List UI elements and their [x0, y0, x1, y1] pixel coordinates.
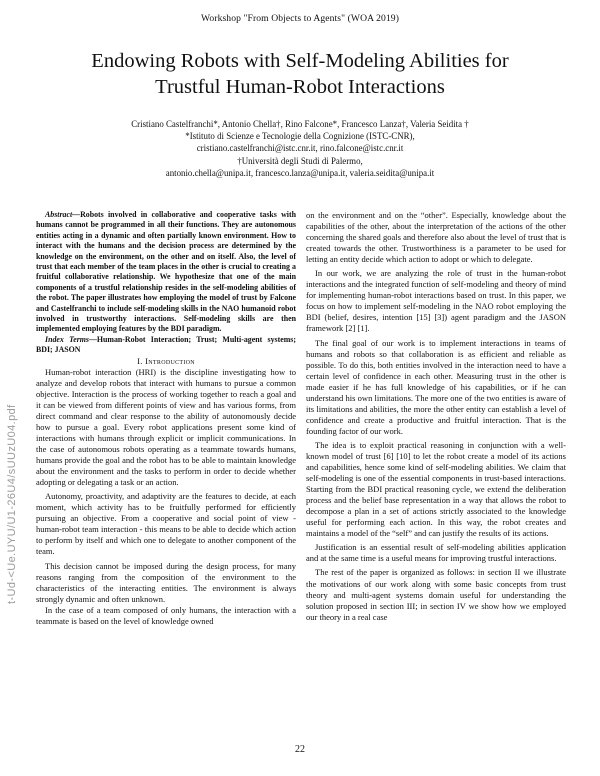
index-terms-lead: Index Terms [45, 334, 89, 344]
right-paragraph-4: The idea is to exploit practical reasoning in conjunction with a well-known model of trust [6] [10] to let the robot create a model of its actions and capabilities, hence some kind of self-modeling abilities. We claim that self-modeling is one of the essential components in trust-based interactions. Starting from the BDI practical reasoning cycle, we extend the deliberation process and the belief base representation in a way that allows the robot to decompose a plan in a set of actions strictly associated to the knowledge useful for performing each action. In this way, the robot creates and maintains a model of the “self” and can justify the results of its actions. [306, 439, 566, 539]
right-paragraph-5: Justification is an essential result of self-modeling abilities application and at the same time is a useful means for improving trustful interactions. [306, 542, 566, 564]
author-block [60, 118, 540, 179]
left-paragraph-3: This decision cannot be imposed during the design process, for many reasons ranging from the composition of the environment to the characteristics of the interacting entities. The environment is always strongly dynamic and often unknown. [36, 560, 296, 604]
author-names: Cristiano Castelfranchi*, Antonio Chella†, Rino Falcone*, Francesco Lanza†, Valeria Seidita † [131, 119, 469, 129]
left-paragraph-2: Autonomy, proactivity, and adaptivity are the features to decide, at each moment, which activity has to be fruitfully performed for efficiently pursuing an objective. From a cooperative and social point of view - human-robot team interaction - this means to be able to decide which action to perform by itself and which one to delegate to another component of the team. [36, 491, 296, 557]
right-column [306, 210, 566, 623]
page-number: 22 [295, 744, 305, 755]
abstract-text: Robots involved in collaborative and cooperative tasks with humans cannot be programmed in all their functions. They are autonomous entities acting in a dynamic and often partially known environment. How to interact with the humans and the decision process are determined by the knowledge on the environment, on the other and on itself. Also, the level of trust that each member of the team places in the other is crucial to creating a fruitful collaborative relationship. We hypothesize that one of the main components of a trustful relationship resides in the self-modeling abilities of the robot. The paper illustrates how employing the model of trust by Falcone and Castelfranchi to include self-modeling skills in the NAO humanoid robot involved in trustworthy interactions. Self-modeling skills are then implemented employing features by the BDI paradigm. [36, 210, 296, 334]
affiliation-2: †Università degli Studi di Palermo, [237, 155, 363, 166]
section-title: Introduction [145, 355, 195, 366]
arxiv-stamp: t-Ud-<Ue.UYU/U1-26U4/sUUzU04.pdf [6, 404, 18, 604]
title-line-1: Endowing Robots with Self-Modeling Abilities for [91, 50, 509, 72]
workshop-header: Workshop "From Objects to Agents" (WOA 2019) [201, 13, 399, 24]
left-paragraph-4: In the case of a team composed of only humans, the interaction with a teammate is based on the level of knowledge owned [36, 604, 296, 626]
right-paragraph-6: The rest of the paper is organized as follows: in section II we illustrate the motivations of our work along with some basic concepts from trust theory and multi-agent systems domain useful for understanding the solution proposed in section III; in section IV we show how we employed our theory in a real case [306, 567, 566, 622]
right-paragraph-3: The final goal of our work is to implement interactions in teams of humans and robots so that collaboration is as efficient and reliable as possible. To do this, both entities involved in the interaction need to have a certain level of confidence in each other. Measuring trust in the other is made easier if he has full knowledge of his capabilities, or if he can understand his own limitations. The more one of the two entities is aware of its limitations and abilities, the more the other entity can establish a level of confidence and create a productive and fruitful interaction. That is the founding factor of our work. [306, 337, 566, 436]
left-column [36, 210, 296, 627]
affiliation-1-emails: cristiano.castelfranchi@istc.cnr.it, rino.falcone@istc.cnr.it [196, 143, 404, 154]
abstract [36, 210, 296, 335]
abstract-lead: Abstract— [45, 210, 81, 219]
section-heading-introduction [36, 356, 296, 367]
index-terms-text: —Human-Robot Interaction; Trust; Multi-agent systems; BDI; JASON [36, 334, 296, 355]
affiliation-2-emails: antonio.chella@unipa.it, francesco.lanza@unipa.it, valeria.seidita@unipa.it [165, 167, 435, 178]
right-paragraph-1: on the environment and on the “other”. Especially, knowledge about the capabilities of the other, about the interpretation of the actions of the other concerning the shared goals and therefore also about the level of trust that is created towards the other. Trustworthiness is a parameter to be used for letting an entity decide which action to adopt or which to delegate. [306, 210, 566, 265]
affiliation-1: *Istituto di Scienze e Tecnologie della Cognizione (ISTC-CNR), [185, 131, 415, 142]
left-paragraph-1: Human-robot interaction (HRI) is the discipline investigating how to analyze and develop robots that interact with humans to pursue a common objective. Interaction is the process of working together to reach a goal and it can be viewed from different points of view and has various forms, from direct command and clear response to the ability of autonomously decide how to pursue a goal. Every robot applications present some kind of interactions with humans through explicit or implicit communications. In the case of autonomous robots operating as a teammate towards humans, humans provide the goal and the robot has to be able to maintain knowledge about the environment and the tasks to perform in order to decide whether adopting or delegating a task or an action. [36, 366, 296, 488]
index-terms [36, 335, 296, 356]
paper-title [30, 48, 570, 100]
right-paragraph-2: In our work, we are analyzing the role of trust in the human-robot interactions and the integrated function of self-modeling and theory of mind for implementing human-robot interactions based on trust. In this paper, we focus on how to implement self-modeling in the NAO robot employing the BDI (belief, desires, intention [15] [3]) agent paradigm and the JASON framework [2] [1]. [306, 268, 566, 334]
title-line-2: Trustful Human-Robot Interactions [155, 76, 445, 98]
section-number: I. [137, 355, 143, 366]
